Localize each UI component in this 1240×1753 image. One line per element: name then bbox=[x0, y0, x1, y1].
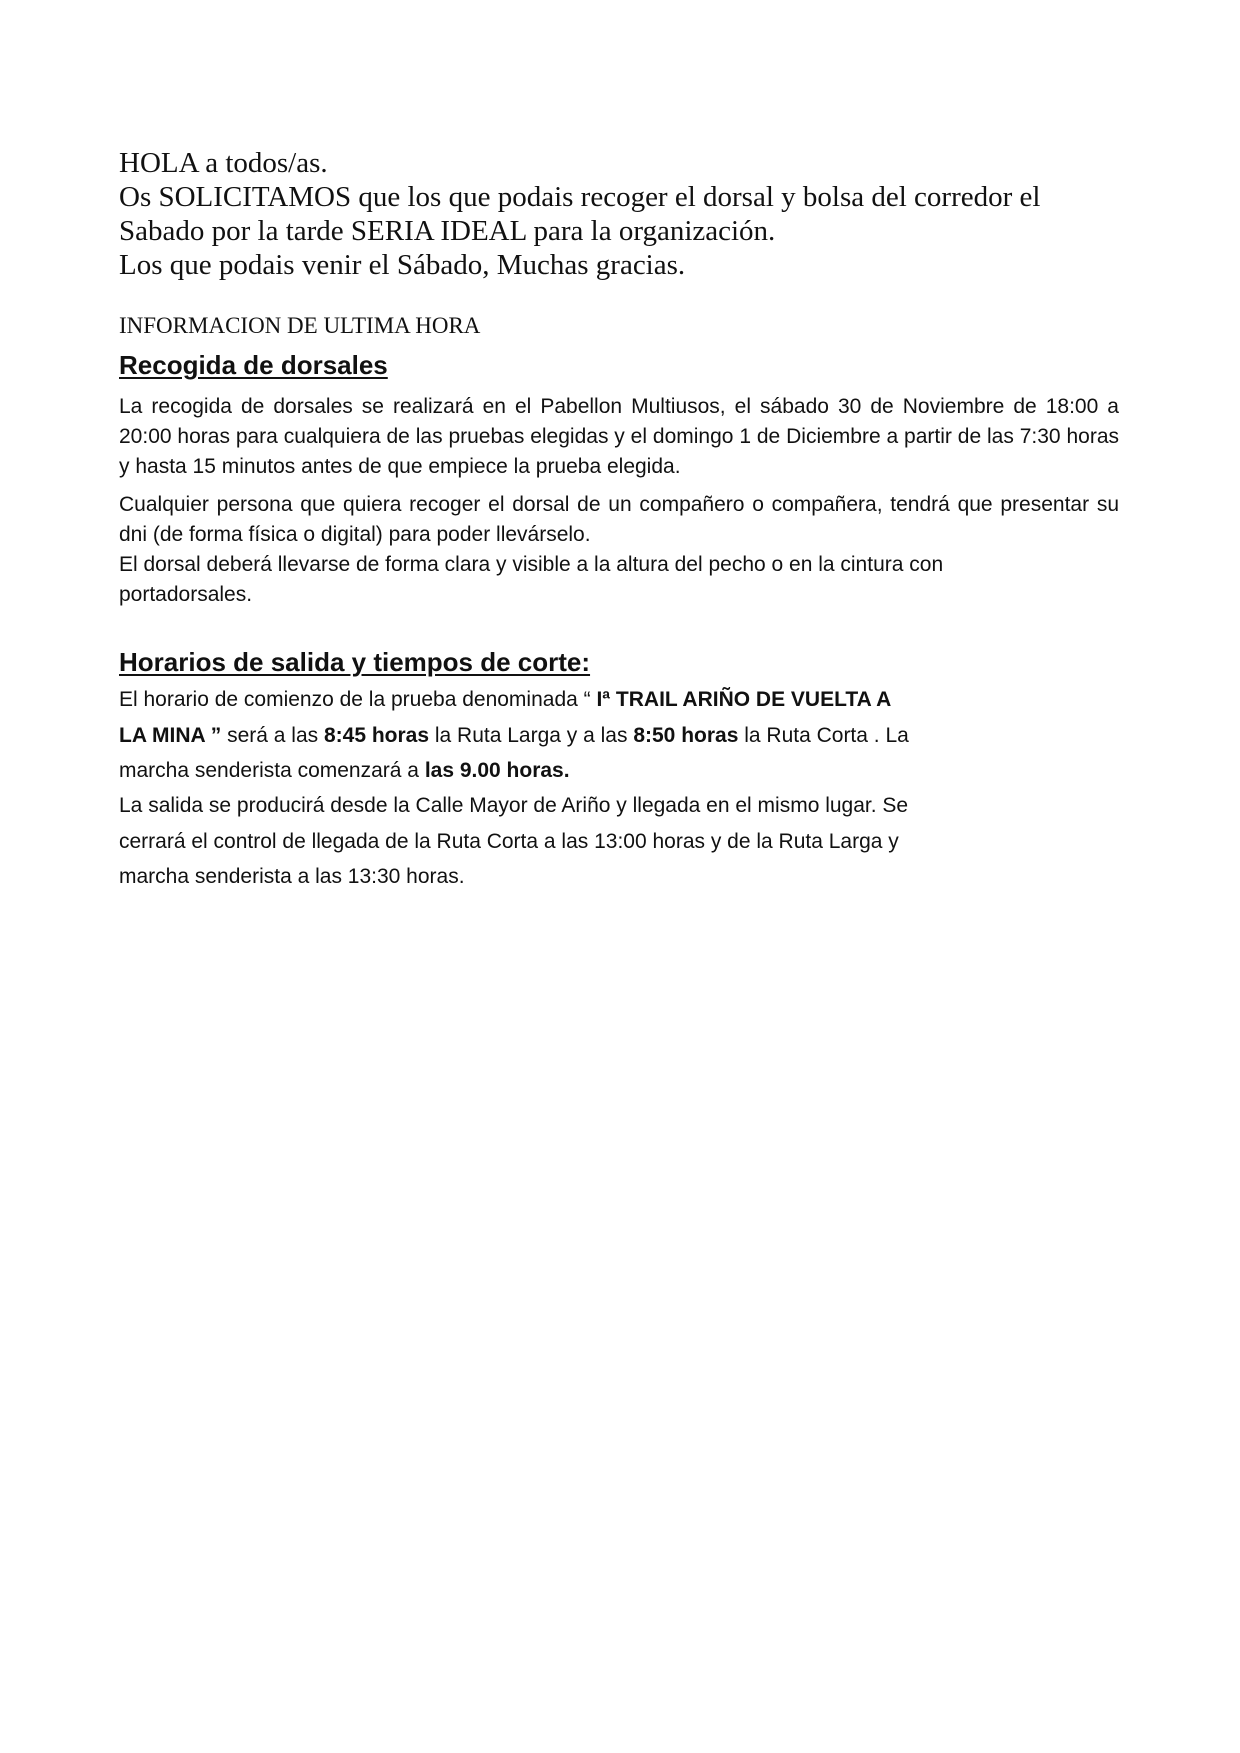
paragraph-line: El dorsal deberá llevarse de forma clara y visible a la altura del pecho o en la cintura con bbox=[119, 553, 944, 576]
intro-thanks: Los que podais venir el Sábado, Muchas gracias. bbox=[119, 249, 686, 281]
section-title-start-times: Horarios de salida y tiempos de corte: bbox=[119, 647, 591, 677]
paragraph-line: cerrará el control de llegada de la Ruta Corta a las 13:00 horas y de la Ruta Larga y bbox=[119, 829, 899, 853]
paragraph-line: marcha senderista a las 13:30 horas. bbox=[119, 865, 465, 888]
section-title-bib-pickup: Recogida de dorsales bbox=[119, 350, 388, 380]
intro-greeting: HOLA a todos/as. bbox=[119, 147, 328, 179]
paragraph-line bbox=[119, 718, 1119, 754]
cutoff-times-paragraph bbox=[119, 788, 1119, 895]
text-run: marcha senderista comenzará a bbox=[119, 759, 425, 782]
text-run: la Ruta Corta . La bbox=[738, 723, 909, 747]
text-run: El horario de comienzo de la prueba denominada “ bbox=[119, 688, 597, 711]
long-route-time: 8:45 horas bbox=[323, 723, 430, 747]
text-run: la Ruta Larga y a las bbox=[429, 723, 634, 747]
info-heading: INFORMACION DE ULTIMA HORA bbox=[119, 313, 481, 338]
text-run: será a las bbox=[221, 723, 324, 747]
race-name: LA MINA ” bbox=[119, 723, 222, 747]
bib-proxy-paragraph: Cualquier persona que quiera recoger el dorsal de un compañero o compañera, tendrá que presentar su dni (de forma física o digital) para poder llevárselo. bbox=[119, 493, 1119, 546]
short-route-time: 8:50 horas bbox=[633, 723, 739, 747]
race-name: Iª TRAIL ARIÑO DE VUELTA A bbox=[596, 688, 892, 711]
intro-request-line: Os SOLICITAMOS que los que podais recoger el dorsal y bolsa del corredor el bbox=[119, 181, 1041, 213]
intro-message bbox=[119, 146, 1119, 282]
paragraph-line: portadorsales. bbox=[119, 583, 253, 606]
intro-request-line: Sabado por la tarde SERIA IDEAL para la organización. bbox=[119, 215, 776, 247]
paragraph-line bbox=[119, 753, 1119, 789]
start-times-paragraph bbox=[119, 682, 1119, 789]
hiking-start-time: las 9.00 horas. bbox=[424, 759, 570, 782]
bib-wearing-paragraph bbox=[119, 550, 1119, 610]
bib-pickup-paragraph: La recogida de dorsales se realizará en el Pabellon Multiusos, el sábado 30 de Noviembre de 18:00 a 20:00 horas para cualquiera de las pruebas elegidas y el domingo 1 de Diciembre a partir de las 7:30 horas y hasta 15 minutos antes de que empiece la prueba elegida. bbox=[119, 395, 1119, 478]
paragraph-line: La salida se producirá desde la Calle Mayor de Ariño y llegada en el mismo lugar. Se bbox=[119, 794, 909, 817]
paragraph-line bbox=[119, 682, 1119, 718]
